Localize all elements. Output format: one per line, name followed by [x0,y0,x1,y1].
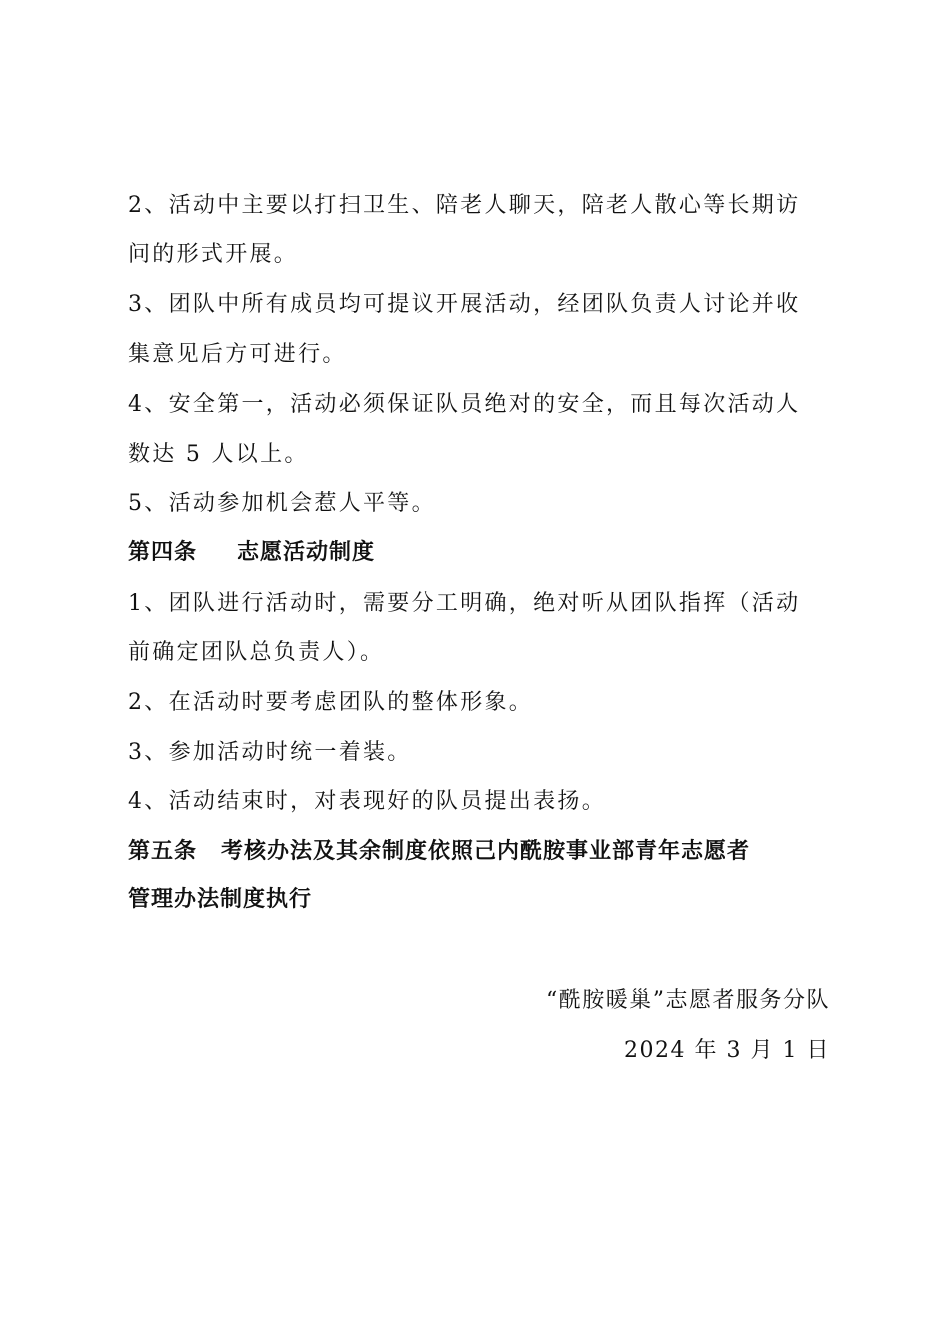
paragraph-4-line-1: 4、安全第一，活动必须保证队员绝对的安全，而且每次活动人 [128,392,801,417]
article-4-heading [128,538,833,568]
article-4-item-4: 4、活动结束时，对表现好的队员提出表扬。 [128,789,606,814]
signature-date: 2024 年 3 月 1 日 [624,1038,830,1063]
paragraph-3-line-2: 集意见后方可进行。 [128,342,347,367]
signature-org: “酰胺暖巢”志愿者服务分队 [546,988,830,1013]
article-4-item-2: 2、在活动时要考虑团队的整体形象。 [128,690,534,715]
paragraph-2-line-1: 2、活动中主要以打扫卫生、陪老人聊天，陪老人散心等长期访 [128,193,801,218]
article-4-number: 第四条 [128,540,198,565]
paragraph-4-line-2: 数达 5 人以上。 [128,442,309,467]
paragraph-3-line-1: 3、团队中所有成员均可提议开展活动，经团队负责人讨论并收 [128,292,801,317]
article-5-number: 第五条 [128,839,198,864]
article-5-text-line-1: 考核办法及其余制度依照己内酰胺事业部青年志愿者 [221,839,751,864]
paragraph-5-line-1: 5、活动参加机会惹人平等。 [128,491,436,516]
article-5-heading-line-1 [128,837,833,867]
article-5-heading-line-2: 管理办法制度执行 [128,887,313,912]
paragraph-2-line-2: 问的形式开展。 [128,242,299,267]
article-4-title: 志愿活动制度 [237,540,376,565]
article-4-item-3: 3、参加活动时统一着装。 [128,740,412,765]
article-4-item-1-line-1: 1、团队进行活动时，需要分工明确，绝对听从团队指挥（活动 [128,591,801,616]
article-4-item-1-line-2: 前确定团队总负责人）。 [128,640,385,665]
